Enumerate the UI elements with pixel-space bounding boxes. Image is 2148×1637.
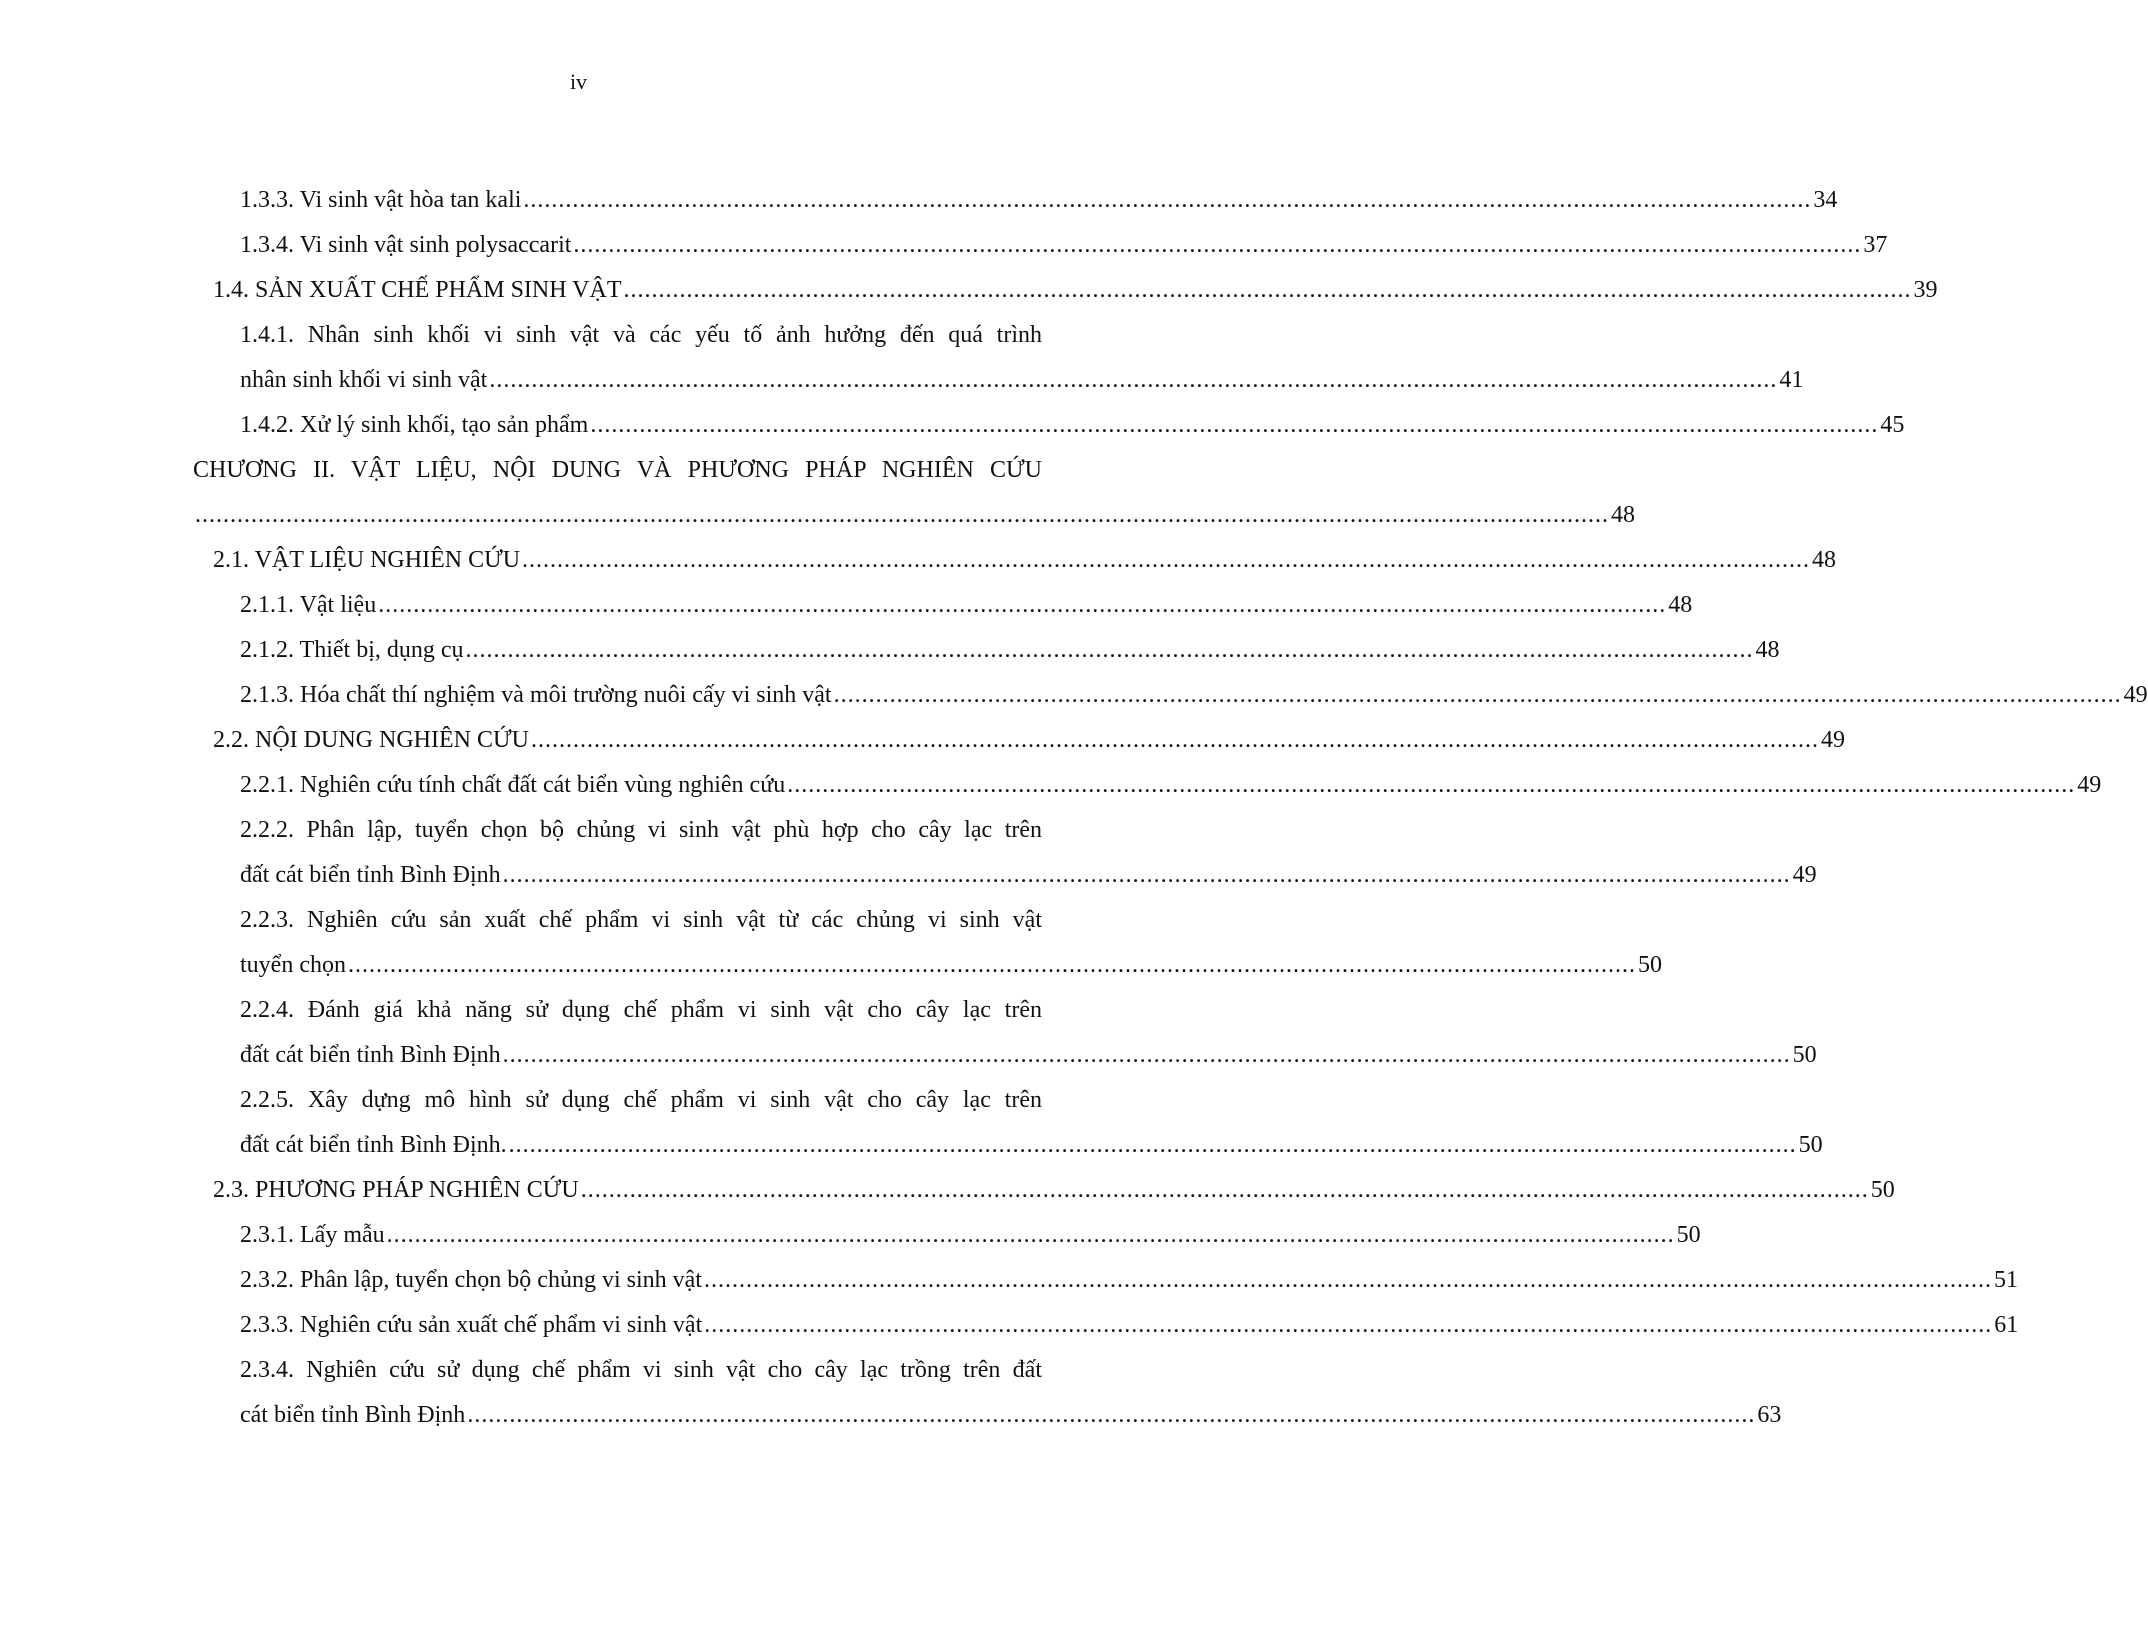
dot-leader: ........................................................................................................................................................................................ — [502, 862, 1791, 888]
dot-leader: ........................................................................................................................................................................................ — [523, 187, 1812, 213]
dot-leader: ........................................................................................................................................................................................ — [787, 772, 2076, 798]
dot-leader: ........................................................................................................................................................................................ — [502, 1042, 1791, 1068]
dot-leader: ........................................................................................................................................................................................ — [703, 1267, 1992, 1293]
toc-entry[interactable] — [240, 1258, 2018, 1303]
dot-leader: ........................................................................................................................................................................................ — [386, 1222, 1675, 1248]
toc-entry[interactable] — [213, 1168, 1895, 1213]
toc-title: 2.2. NỘI DUNG NGHIÊN CỨU — [213, 727, 529, 753]
toc-title: 1.3.3. Vi sinh vật hòa tan kali — [240, 187, 522, 213]
toc-title: đất cát biển tỉnh Bình Định. — [240, 1132, 507, 1158]
dot-leader: ........................................................................................................................................................................................ — [465, 637, 1754, 663]
toc-page: 49 — [1792, 862, 1817, 888]
toc-page: 48 — [1668, 592, 1693, 618]
dot-leader: ........................................................................................................................................................................................ — [347, 952, 1636, 978]
toc-entry[interactable] — [240, 1303, 2019, 1348]
toc-entry[interactable] — [240, 763, 2102, 808]
dot-leader: ........................................................................................................................................................................................ — [704, 1312, 1993, 1338]
toc-entry[interactable] — [240, 1078, 1823, 1168]
toc-page: 41 — [1779, 367, 1804, 393]
toc-title: 1.3.4. Vi sinh vật sinh polysaccarit — [240, 232, 572, 258]
toc-title: 2.3.3. Nghiên cứu sản xuất chế phẩm vi sinh vật — [240, 1312, 703, 1338]
toc-entry[interactable] — [240, 223, 1888, 268]
toc-page: 51 — [1993, 1267, 2018, 1293]
toc-entry[interactable] — [240, 898, 1662, 988]
dot-leader: .......................................................................................................................................................................................................... — [195, 502, 1609, 528]
toc-entry[interactable] — [240, 583, 1693, 628]
table-of-contents — [0, 178, 2148, 1438]
dot-leader: ........................................................................................................................................................................................ — [580, 1177, 1869, 1203]
toc-entry[interactable] — [213, 268, 1938, 313]
toc-page: 49 — [1820, 727, 1845, 753]
toc-title: nhân sinh khối vi sinh vật — [240, 367, 488, 393]
toc-title: 1.4. SẢN XUẤT CHẾ PHẨM SINH VẬT — [213, 277, 622, 303]
toc-title: 2.1.2. Thiết bị, dụng cụ — [240, 637, 464, 663]
toc-entry[interactable] — [240, 313, 1804, 403]
toc-page: 63 — [1757, 1402, 1782, 1428]
toc-title: 2.3.2. Phân lập, tuyển chọn bộ chủng vi sinh vật — [240, 1267, 702, 1293]
dot-leader: ........................................................................................................................................................................................ — [508, 1132, 1797, 1158]
toc-entry[interactable] — [213, 538, 1837, 583]
toc-title-line1: 2.3.4. Nghiên cứu sử dụng chế phẩm vi sinh vật cho cây lạc trồng trên đất — [240, 1357, 1042, 1383]
toc-title-line1: 2.2.2. Phân lập, tuyển chọn bộ chủng vi sinh vật phù hợp cho cây lạc trên — [240, 817, 1042, 843]
toc-title: 1.4.2. Xử lý sinh khối, tạo sản phẩm — [240, 412, 589, 438]
toc-entry[interactable] — [240, 1348, 1782, 1438]
toc-page: 49 — [2123, 682, 2148, 708]
toc-title: đất cát biển tỉnh Bình Định — [240, 1042, 501, 1068]
dot-leader: ........................................................................................................................................................................................ — [623, 277, 1912, 303]
dot-leader: ........................................................................................................................................................................................ — [467, 1402, 1756, 1428]
toc-title-line1: 2.2.3. Nghiên cứu sản xuất chế phẩm vi sinh vật từ các chủng vi sinh vật — [240, 907, 1042, 933]
toc-entry[interactable] — [240, 808, 1817, 898]
toc-title: 2.1.1. Vật liệu — [240, 592, 377, 618]
toc-page: 50 — [1637, 952, 1662, 978]
toc-page: 50 — [1792, 1042, 1817, 1068]
toc-title: 2.3.1. Lấy mẫu — [240, 1222, 385, 1248]
toc-entry[interactable] — [240, 673, 2148, 718]
dot-leader: ........................................................................................................................................................................................ — [573, 232, 1862, 258]
toc-title-line1: 2.2.4. Đánh giá khả năng sử dụng chế phẩm vi sinh vật cho cây lạc trên — [240, 997, 1042, 1023]
toc-entry[interactable] — [240, 988, 1817, 1078]
toc-page: 61 — [1994, 1312, 2019, 1338]
toc-title: 2.2.1. Nghiên cứu tính chất đất cát biển vùng nghiên cứu — [240, 772, 786, 798]
toc-page: 34 — [1813, 187, 1838, 213]
dot-leader: ........................................................................................................................................................................................ — [530, 727, 1819, 753]
toc-page: 50 — [1676, 1222, 1701, 1248]
toc-title-line1: 2.2.5. Xây dựng mô hình sử dụng chế phẩm vi sinh vật cho cây lạc trên — [240, 1087, 1042, 1113]
toc-entry[interactable] — [213, 718, 1845, 763]
toc-page: 48 — [1611, 502, 1635, 528]
toc-entry[interactable] — [240, 178, 1838, 223]
dot-leader: ........................................................................................................................................................................................ — [833, 682, 2122, 708]
toc-page: 39 — [1913, 277, 1938, 303]
toc-page: 37 — [1863, 232, 1888, 258]
toc-page: 50 — [1798, 1132, 1823, 1158]
dot-leader: ........................................................................................................................................................................................ — [378, 592, 1667, 618]
dot-leader: ........................................................................................................................................................................................ — [522, 547, 1811, 573]
toc-page: 48 — [1812, 547, 1837, 573]
toc-title: tuyển chọn — [240, 952, 346, 978]
toc-page: 49 — [2077, 772, 2102, 798]
toc-title-line1: 1.4.1. Nhân sinh khối vi sinh vật và các yếu tố ảnh hưởng đến quá trình — [240, 322, 1042, 348]
toc-title: 2.3. PHƯƠNG PHÁP NGHIÊN CỨU — [213, 1177, 579, 1203]
toc-title: 2.1. VẬT LIỆU NGHIÊN CỨU — [213, 547, 521, 573]
toc-chapter-title: CHƯƠNG II. VẬT LIỆU, NỘI DUNG VÀ PHƯƠNG PHÁP NGHIÊN CỨU — [193, 457, 1042, 483]
toc-page: 48 — [1755, 637, 1780, 663]
toc-page: 50 — [1870, 1177, 1895, 1203]
toc-page: 45 — [1880, 412, 1905, 438]
toc-entry[interactable] — [240, 403, 1905, 448]
toc-chapter-entry[interactable] — [193, 448, 1635, 538]
dot-leader: ........................................................................................................................................................................................ — [590, 412, 1879, 438]
toc-entry[interactable] — [240, 628, 1780, 673]
dot-leader: ........................................................................................................................................................................................ — [489, 367, 1778, 393]
toc-title: 2.1.3. Hóa chất thí nghiệm và môi trường nuôi cấy vi sinh vật — [240, 682, 832, 708]
toc-title: cát biển tỉnh Bình Định — [240, 1402, 466, 1428]
toc-entry[interactable] — [240, 1213, 1701, 1258]
page-number: iv — [569, 69, 588, 94]
toc-title: đất cát biển tỉnh Bình Định — [240, 862, 501, 888]
